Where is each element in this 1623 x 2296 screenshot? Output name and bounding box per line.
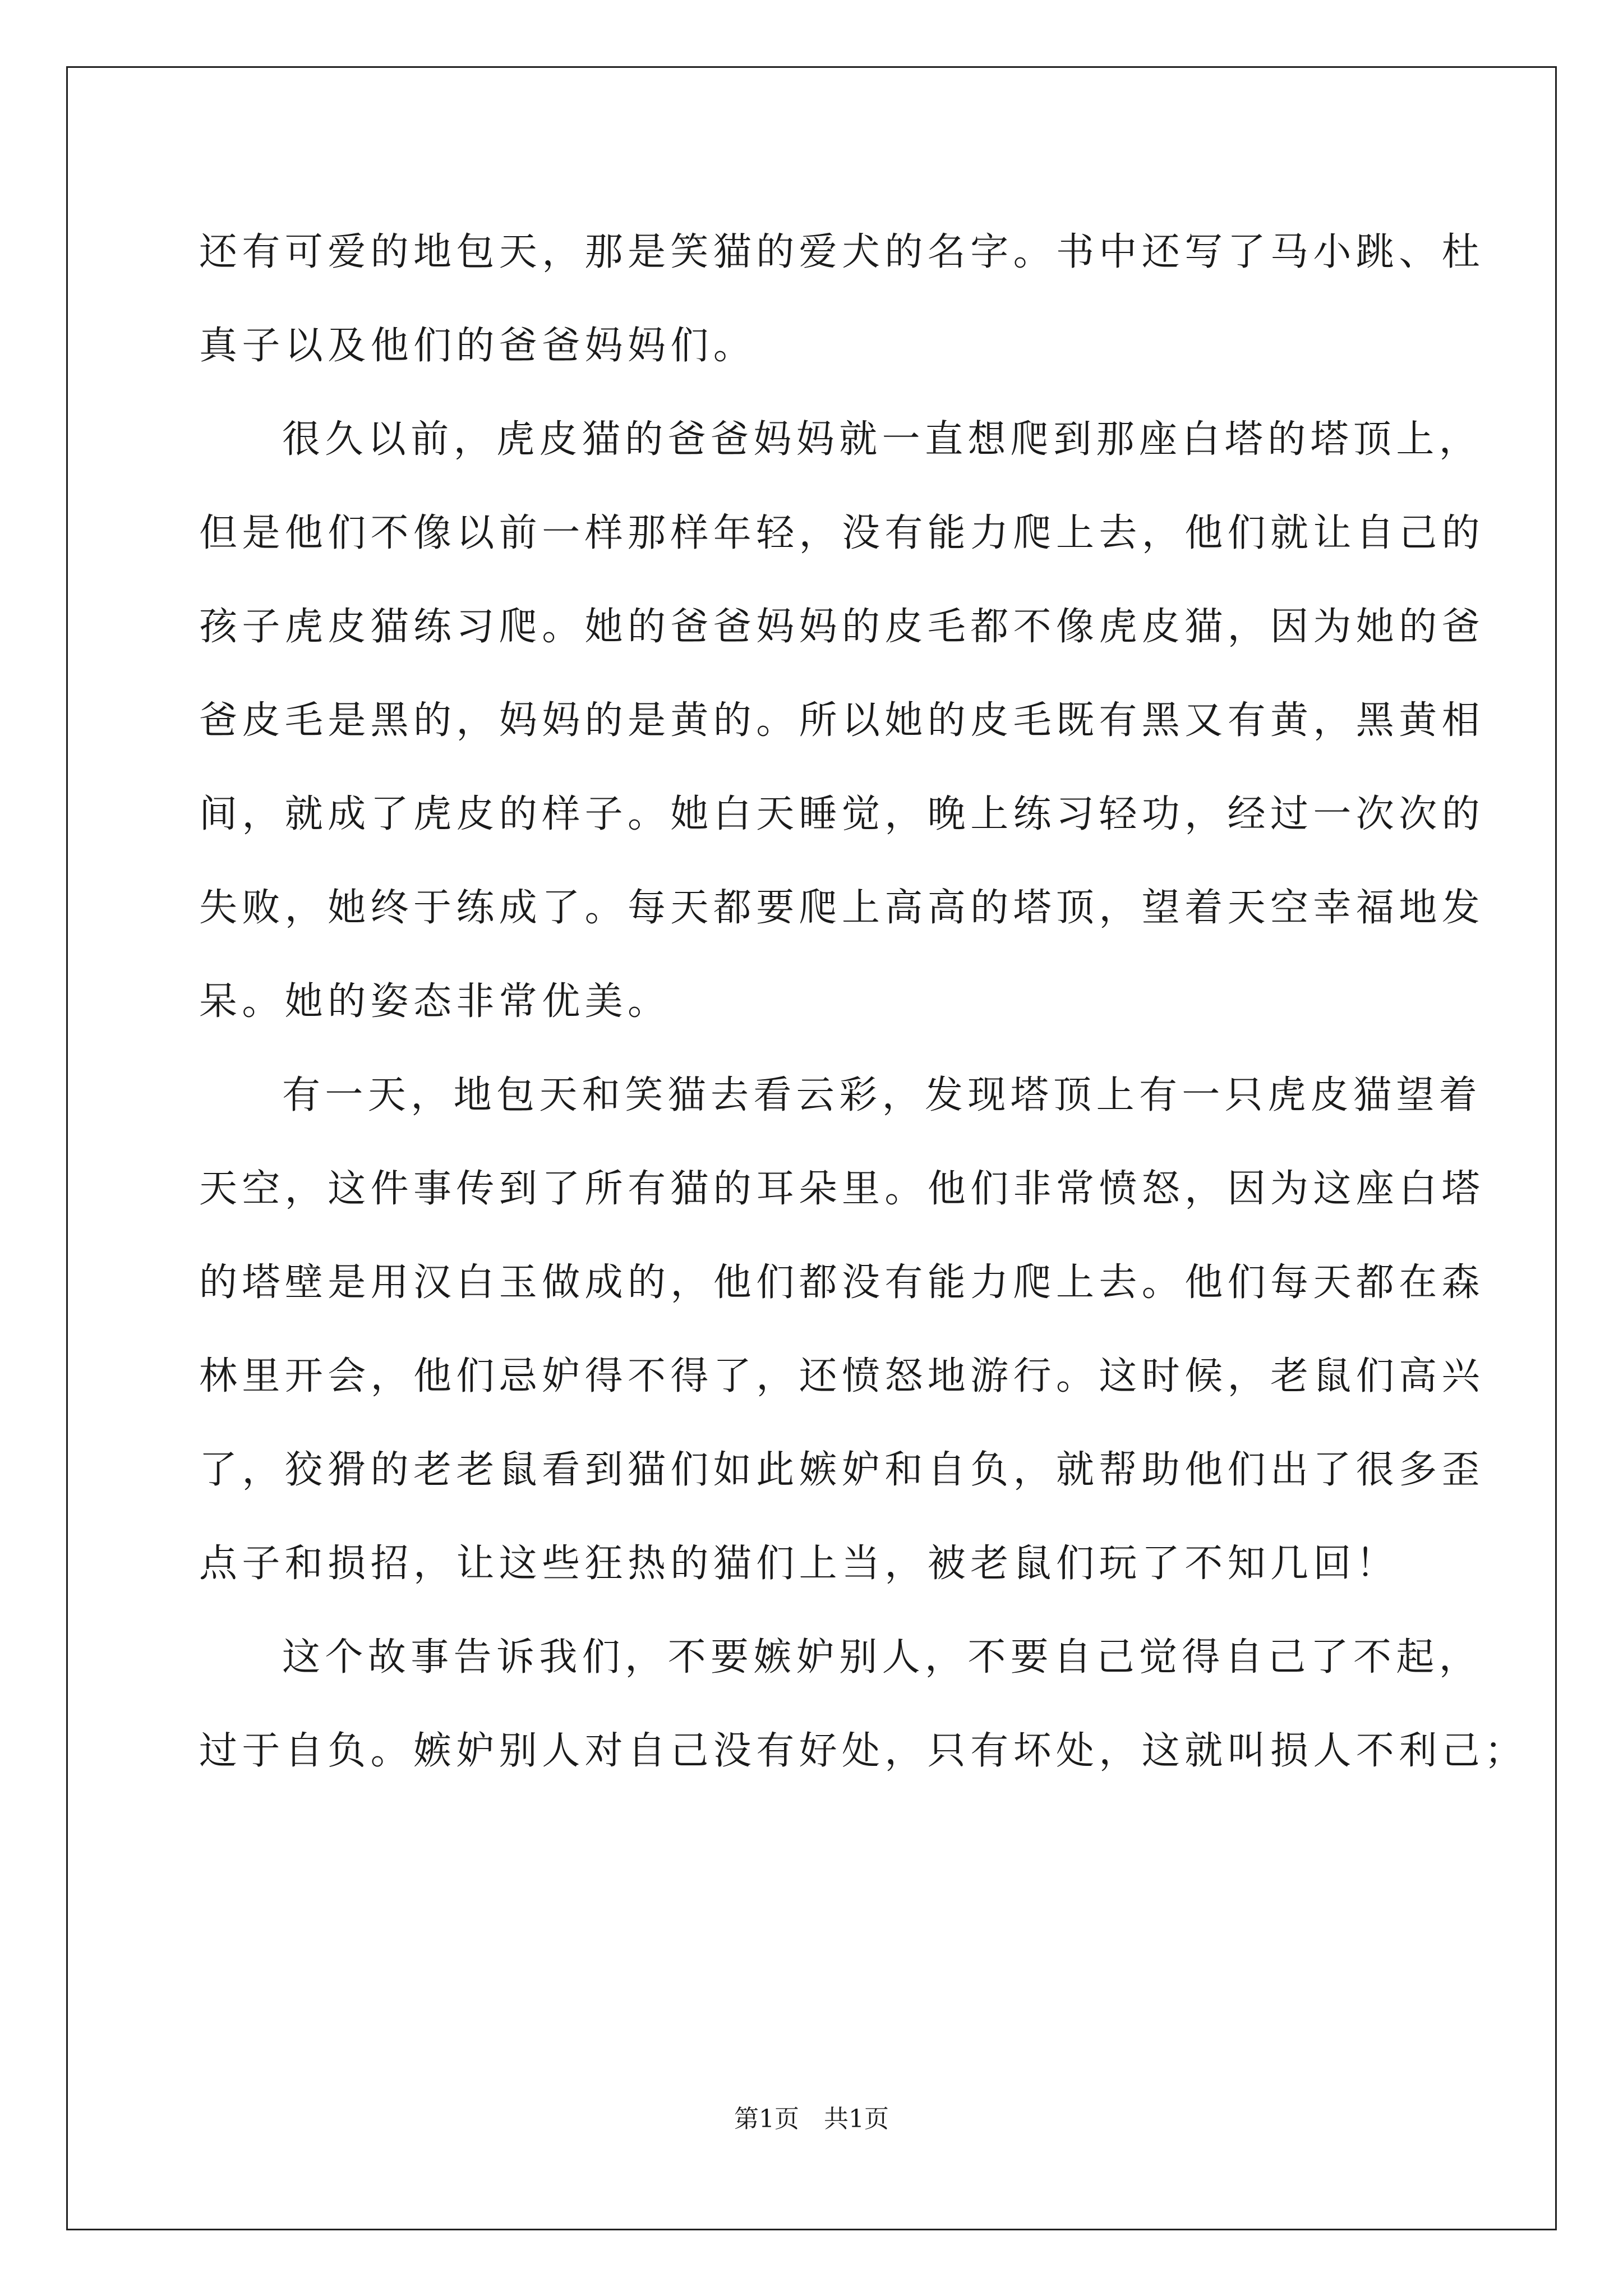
text-line-11: 天空，这件事传到了所有猫的耳朵里。他们非常愤怒，因为这座白塔: [199, 1167, 1485, 1211]
text-line-2: 真子以及他们的爸爸妈妈们。: [199, 324, 757, 368]
document-body: [199, 216, 1528, 1809]
text-line-10: 有一天，地包天和笑猫去看云彩，发现塔顶上有一只虎皮猫望着: [282, 1073, 1482, 1117]
text-line-15: 点子和损招，让这些狂热的猫们上当，被老鼠们玩了不知几回！: [199, 1542, 1399, 1586]
page-number-footer: 第1页 共1页: [734, 2105, 889, 2133]
text-line-8: 失败，她终于练成了。每天都要爬上高高的塔顶，望着天空幸福地发: [199, 886, 1485, 930]
text-line-9: 呆。她的姿态非常优美。: [199, 979, 671, 1024]
text-line-5: 孩子虎皮猫练习爬。她的爸爸妈妈的皮毛都不像虎皮猫，因为她的爸: [199, 605, 1485, 649]
text-line-13: 林里开会，他们忌妒得不得了，还愤怒地游行。这时候，老鼠们高兴: [199, 1354, 1485, 1398]
text-line-4: 但是他们不像以前一样那样年轻，没有能力爬上去，他们就让自己的: [199, 511, 1485, 555]
text-line-14: 了，狡猾的老老鼠看到猫们如此嫉妒和自负，就帮助他们出了很多歪: [199, 1448, 1485, 1492]
text-line-16: 这个故事告诉我们，不要嫉妒别人，不要自己觉得自己了不起，: [282, 1635, 1482, 1680]
text-line-6: 爸皮毛是黑的，妈妈的是黄的。所以她的皮毛既有黑又有黄，黑黄相: [199, 698, 1485, 743]
text-line-3: 很久以前，虎皮猫的爸爸妈妈就一直想爬到那座白塔的塔顶上，: [282, 417, 1482, 462]
text-line-12: 的塔壁是用汉白玉做成的，他们都没有能力爬上去。他们每天都在森: [199, 1260, 1485, 1305]
text-line-7: 间，就成了虎皮的样子。她白天睡觉，晚上练习轻功，经过一次次的: [199, 792, 1485, 836]
text-line-17: 过于自负。嫉妒别人对自己没有好处，只有坏处，这就叫损人不利己；: [199, 1729, 1528, 1773]
text-line-1: 还有可爱的地包天，那是笑猫的爱犬的名字。书中还写了马小跳、杜: [199, 230, 1485, 274]
